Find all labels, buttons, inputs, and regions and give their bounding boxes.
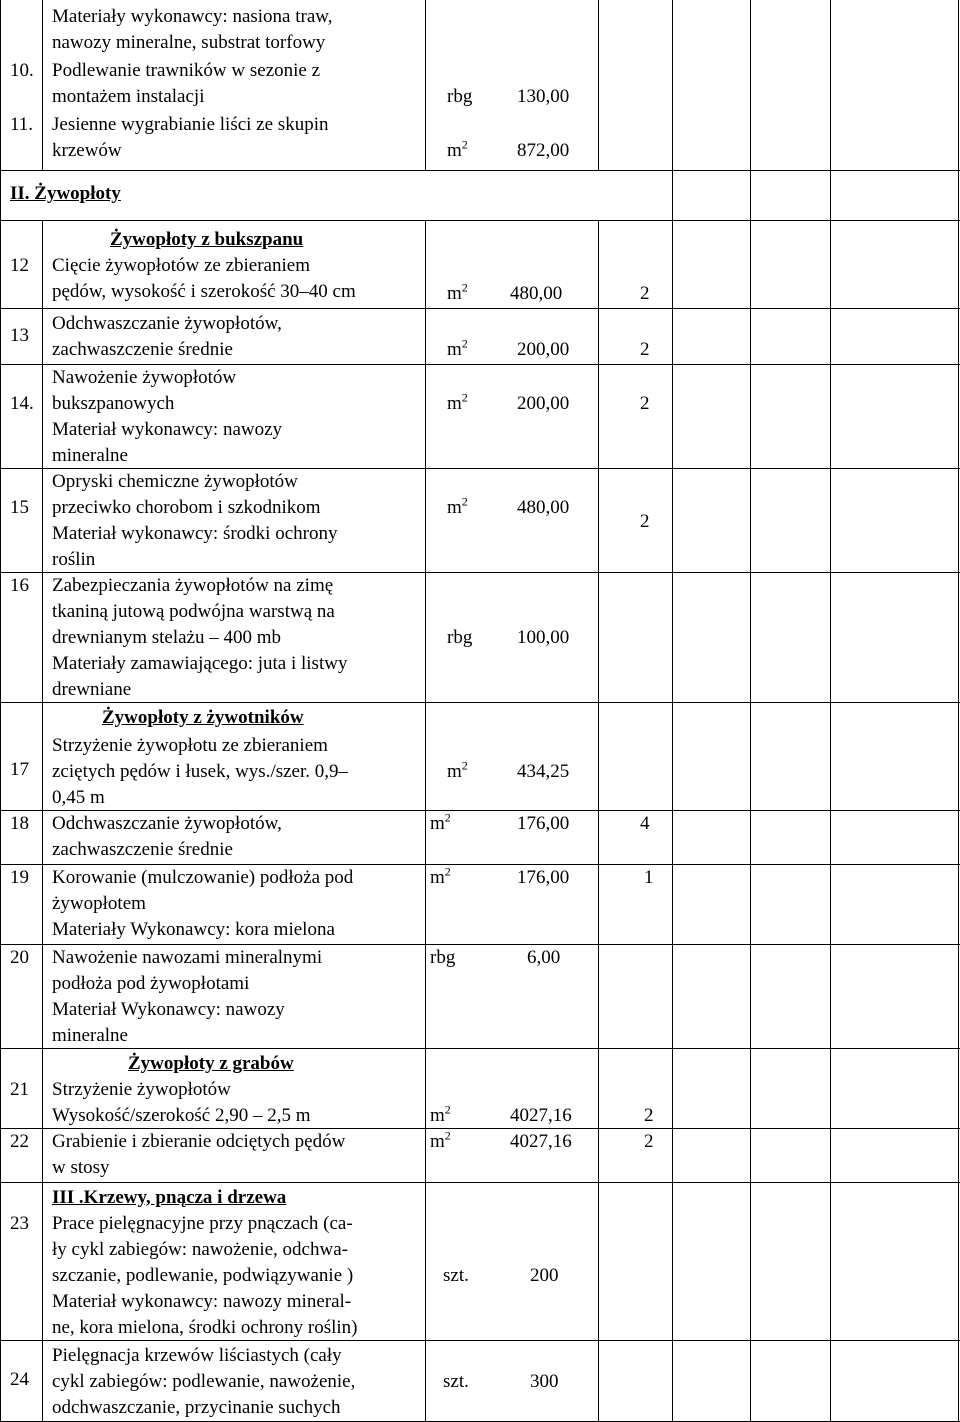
description-line: Materiał wykonawcy: nawozy mineral- [52, 1291, 352, 1312]
row-number: 22 [10, 1131, 29, 1152]
row-number: 13 [10, 325, 29, 346]
group-heading: Żywopłoty z bukszpanu [110, 229, 304, 250]
extra-value: 2 [640, 339, 650, 360]
unit: $m^2$ [447, 758, 468, 782]
table-border-right [958, 0, 959, 1422]
description-line: Materiał Wykonawcy: nawozy [52, 999, 285, 1020]
description-line: Materiały Wykonawcy: kora mielona [52, 919, 335, 940]
unit: szt. [443, 1371, 469, 1392]
description-line: Podlewanie trawników w sezonie z [52, 60, 321, 81]
table-row [0, 468, 960, 572]
row-number: 23 [10, 1213, 29, 1234]
description-line: mineralne [52, 1025, 128, 1046]
column-divider [750, 0, 751, 1422]
description-line: szczanie, podlewanie, podwiązywanie ) [52, 1265, 354, 1286]
table-row [0, 810, 960, 864]
row-number: 18 [10, 813, 29, 834]
unit: $m^2$ [447, 336, 468, 360]
description-line: Zabezpieczania żywopłotów na zimę [52, 575, 334, 596]
description-line: zciętych pędów i łusek, wys./szer. 0,9– [52, 761, 349, 782]
table-row [0, 1128, 960, 1182]
description-line: Jesienne wygrabianie liści ze skupin [52, 114, 329, 135]
description-line: nawozy mineralne, substrat torfowy [52, 32, 326, 53]
description-line: Grabienie i zbieranie odciętych pędów [52, 1131, 346, 1152]
table-row [0, 944, 960, 1048]
description-line: przeciwko chorobom i szkodnikom [52, 497, 321, 518]
row-number: 14. [10, 393, 34, 414]
description-line: Prace pielęgnacyjne przy pnączach (ca- [52, 1213, 353, 1234]
quantity: 200,00 [517, 393, 570, 414]
description-line: żywopłotem [52, 893, 146, 914]
column-divider [42, 0, 43, 170]
extra-value: 2 [644, 1131, 654, 1152]
unit: rbg [447, 627, 473, 648]
quantity: 176,00 [517, 867, 570, 888]
column-divider [42, 220, 43, 1422]
table-row [0, 308, 960, 364]
extra-value: 2 [640, 283, 650, 304]
description-line: Opryski chemiczne żywopłotów [52, 471, 298, 492]
group-heading: Żywopłoty z grabów [128, 1053, 294, 1074]
unit: rbg [430, 947, 456, 968]
unit: rbg [447, 86, 473, 107]
description-line: Strzyżenie żywopłotów [52, 1079, 231, 1100]
unit: $m^2$ [447, 390, 468, 414]
quantity: 4027,16 [510, 1105, 572, 1126]
row-number: 17 [10, 759, 29, 780]
description-line: cykl zabiegów: podlewanie, nawożenie, [52, 1371, 356, 1392]
quantity: 434,25 [517, 761, 570, 782]
description-line: Materiały wykonawcy: nasiona traw, [52, 6, 333, 27]
extra-value: 1 [644, 867, 654, 888]
quantity: 480,00 [517, 497, 570, 518]
table-row [0, 364, 960, 468]
row-number: 11. [10, 114, 34, 135]
description-line: Pielęgnacja krzewów liściastych (cały [52, 1345, 342, 1366]
unit: $m^2$ [430, 1128, 451, 1152]
unit: $m^2$ [430, 864, 451, 888]
extra-value: 2 [640, 393, 650, 414]
row-number: 24 [10, 1369, 29, 1390]
description-line: Nawożenie żywopłotów [52, 367, 237, 388]
description-line: drewnianym stelażu – 400 mb [52, 627, 282, 648]
description-line: montażem instalacji [52, 86, 205, 107]
group-heading: Żywopłoty z żywotników [102, 707, 304, 728]
quantity: 176,00 [517, 813, 570, 834]
table-row [0, 110, 960, 170]
table-row [0, 220, 960, 308]
description-line: Odchwaszczanie żywopłotów, [52, 813, 282, 834]
table-border-left [0, 0, 1, 1422]
quantity: 480,00 [510, 283, 563, 304]
table-row [0, 572, 960, 702]
quantity: 6,00 [527, 947, 561, 968]
row-number: 16 [10, 575, 29, 596]
section-row [0, 170, 960, 220]
table-row [0, 864, 960, 944]
section-title: II. Żywopłoty [10, 183, 121, 204]
description-line: Cięcie żywopłotów ze zbieraniem [52, 255, 310, 276]
column-divider [425, 220, 426, 1422]
quantity: 872,00 [517, 140, 570, 161]
table-row [0, 58, 960, 110]
column-divider [425, 0, 426, 170]
quantity: 4027,16 [510, 1131, 572, 1152]
row-number: 21 [10, 1079, 29, 1100]
quantity: 200 [530, 1265, 559, 1286]
row-number: 15 [10, 497, 29, 518]
description-line: ły cykl zabiegów: nawożenie, odchwa- [52, 1239, 348, 1260]
description-line: Materiał wykonawcy: środki ochrony [52, 523, 338, 544]
row-number: 20 [10, 947, 29, 968]
extra-value: 4 [640, 813, 650, 834]
table-row [0, 0, 960, 58]
quantity: 100,00 [517, 627, 570, 648]
row-number: 19 [10, 867, 29, 888]
description-line: mineralne [52, 445, 128, 466]
description-line: Strzyżenie żywopłotu ze zbieraniem [52, 735, 328, 756]
description-line: Materiał wykonawcy: nawozy [52, 419, 283, 440]
unit: szt. [443, 1265, 469, 1286]
quantity: 130,00 [517, 86, 570, 107]
quantity: 300 [530, 1371, 559, 1392]
description-line: w stosy [52, 1157, 110, 1178]
table-row [0, 1340, 960, 1422]
column-divider [598, 0, 599, 170]
description-line: Korowanie (mulczowanie) podłoża pod [52, 867, 354, 888]
description-line: pędów, wysokość i szerokość 30–40 cm [52, 281, 356, 302]
table-row [0, 1048, 960, 1128]
description-line: Wysokość/szerokość 2,90 – 2,5 m [52, 1105, 311, 1126]
description-line: Odchwaszczanie żywopłotów, [52, 313, 282, 334]
unit: $m^2$ [447, 137, 468, 161]
description-line: odchwaszczanie, przycinanie suchych [52, 1397, 341, 1418]
description-line: zachwaszczenie średnie [52, 839, 233, 860]
description-line: drewniane [52, 679, 132, 700]
row-number: 12 [10, 255, 29, 276]
row-number: 10. [10, 60, 34, 81]
column-divider [598, 220, 599, 1422]
description-line: bukszpanowych [52, 393, 175, 414]
description-line: krzewów [52, 140, 122, 161]
table-row [0, 702, 960, 810]
description-line: tkaniną jutową podwójna warstwą na [52, 601, 335, 622]
unit: $m^2$ [430, 810, 451, 834]
description-line: podłoża pod żywopłotami [52, 973, 250, 994]
unit: $m^2$ [447, 280, 468, 304]
table-row [0, 1182, 960, 1340]
description-line: zachwaszczenie średnie [52, 339, 233, 360]
column-divider [830, 0, 831, 1422]
description-line: roślin [52, 549, 96, 570]
unit: $m^2$ [447, 494, 468, 518]
unit: $m^2$ [430, 1102, 451, 1126]
quantity: 200,00 [517, 339, 570, 360]
description-line: Nawożenie nawozami mineralnymi [52, 947, 323, 968]
extra-value: 2 [640, 511, 650, 532]
group-heading: III .Krzewy, pnącza i drzewa [52, 1187, 287, 1208]
extra-value: 2 [644, 1105, 654, 1126]
description-line: 0,45 m [52, 787, 105, 808]
description-line: ne, kora mielona, środki ochrony roślin) [52, 1317, 358, 1338]
description-line: Materiały zamawiającego: juta i listwy [52, 653, 348, 674]
column-divider [672, 0, 673, 1422]
